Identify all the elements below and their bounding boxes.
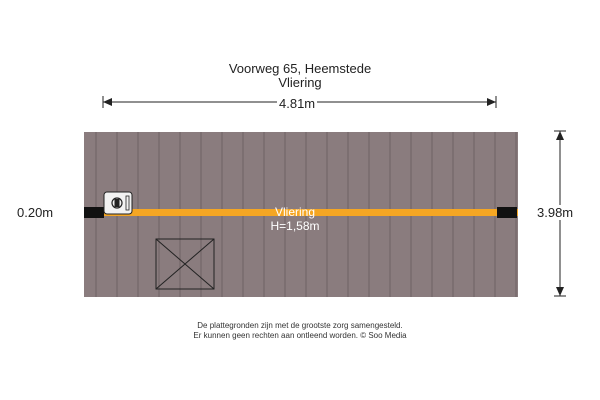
boiler-icon [104,192,132,214]
knee-wall-label: 0.20m [17,205,54,220]
room-name: Vliering [274,205,316,219]
right-wall-block [497,207,517,218]
address-title: Voorweg 65, Heemstede [228,61,372,76]
left-wall-block [84,207,104,218]
room-height: H=1,58m [270,219,320,233]
disclaimer-line-1: De plattegronden zijn met de grootste zorg samengesteld. [197,321,403,330]
floor-title: Vliering [278,75,322,90]
height-label: 3.98m [537,205,574,220]
disclaimer-line-2: Er kunnen geen rechten aan ontleend worden. © Soo Media [193,331,407,340]
width-label: 4.81m [279,96,316,111]
